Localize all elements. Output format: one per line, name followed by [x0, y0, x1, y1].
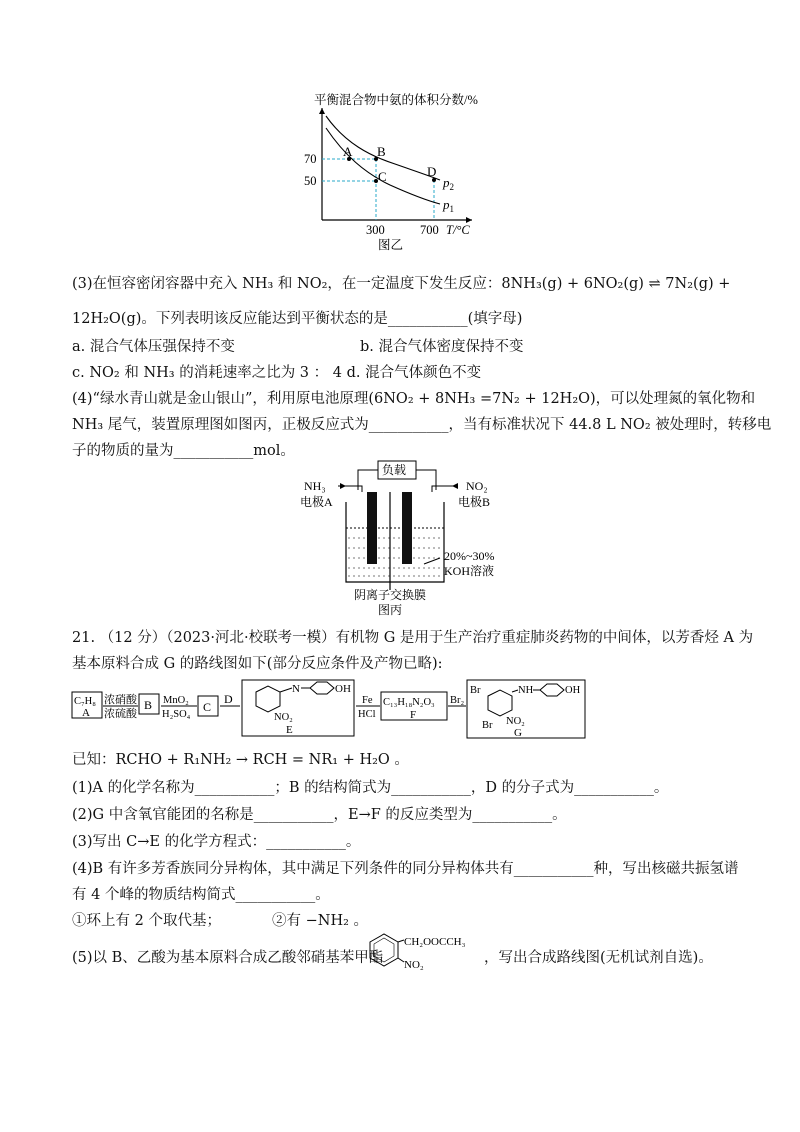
condition-2: ②有 −NH₂ 。 [272, 913, 369, 929]
label-p2: $p_2$ [443, 175, 454, 192]
nh3-arrow [340, 483, 346, 489]
tick-300: 300 [366, 223, 385, 237]
sub-q4-line2: 有 4 个峰的物质结构简式___________。 [72, 887, 330, 903]
g-oh: OH [565, 685, 581, 696]
synthesis-scheme [70, 678, 710, 740]
electrode-a [367, 492, 377, 564]
e-benzene [256, 686, 280, 712]
f-formula: C₁₃H₁₈N₂O₃ [383, 697, 435, 708]
g-benzene [488, 690, 512, 716]
q3-option-c-d: c. NO₂ 和 NH₃ 的消耗速率之比为 3 ： 4 d. 混合气体颜色不变 [72, 365, 482, 381]
known-reaction: 已知：RCHO + R₁NH₂ → RCH = NR₁ + H₂O 。 [72, 752, 409, 768]
sub-q5-pre: (5)以 B、乙酸为基本原料合成乙酸邻硝基苯甲酯 [72, 950, 384, 966]
x-unit: T/°C [446, 223, 470, 237]
equilibrium-graph [300, 88, 510, 258]
graph-caption: 图乙 [378, 238, 404, 252]
reagent3-top: Fe [362, 695, 373, 706]
tick-70: 70 [304, 152, 317, 166]
cell-caption: 图丙 [378, 603, 403, 617]
conc-pointer [424, 558, 440, 564]
wire [358, 470, 378, 490]
q4-line1: (4)“绿水青山就是金山银山”，利用原电池原理(6NO₂ + 8NH₃ =7N₂ + 12H₂O)，可以处理氮的氧化物和 [72, 391, 756, 407]
q4-line2: NH₃ 尾气，装置原理图如图丙，正极反应式为___________，当有标准状况下 44.8 L NO₂ 被处理时，转移电 [72, 417, 772, 433]
ester-structure [364, 930, 482, 974]
reagent1-bot: 浓硫酸 [104, 708, 137, 720]
e-cyclohexane [310, 682, 334, 694]
e-oh: OH [335, 683, 351, 695]
e-label: E [286, 724, 293, 736]
reagent3-bot: HCl [358, 709, 376, 720]
electrode-b-label: 电极B [458, 495, 491, 509]
no2-label: NO₂ [466, 479, 488, 493]
nh3-label: NH₃ [304, 479, 326, 493]
g-cyclohexane [540, 684, 564, 696]
ester-group: CH₂OOCCH₃ [404, 936, 466, 948]
q3-option-b: b. 混合气体密度保持不变 [360, 339, 524, 355]
ester-no2: NO₂ [404, 959, 424, 971]
q3-line1: (3)在恒容密闭容器中充入 NH₃ 和 NO₂，在一定温度下发生反应：8NH₃(g) + 6NO₂(g) ⇌ 7N₂(g) + [72, 276, 731, 292]
conc-label: 20%~30% [444, 549, 495, 563]
electrode-a-label: 电极A [300, 495, 333, 509]
battery-diagram [296, 458, 526, 618]
g-br1: Br [470, 685, 481, 696]
e-n: N [292, 683, 300, 695]
g-no2: NO₂ [506, 716, 525, 727]
reagent4: Br₂ [450, 695, 465, 706]
koh-label: KOH溶液 [444, 564, 494, 578]
y-axis-arrow [319, 108, 325, 114]
reagent1-top: 浓硝酸 [104, 694, 137, 706]
tick-50: 50 [304, 174, 317, 188]
a-formula: C₇H₈ [74, 696, 96, 707]
sub-q2: (2)G 中含氧官能团的名称是___________，E→F 的反应类型为___________。 [72, 807, 567, 823]
a-label: A [82, 707, 90, 719]
g-br2: Br [482, 720, 493, 731]
curve-p1 [326, 128, 440, 204]
membrane-label: 阴离子交换膜 [354, 588, 427, 602]
label-p1: $p_1$ [443, 197, 454, 214]
q21-line2: 基本原料合成 G 的路线图如下(部分反应条件及产物已略): [72, 656, 443, 672]
label-d: D [427, 164, 437, 179]
sub-q3: (3)写出 C→E 的化学方程式：___________。 [72, 834, 361, 850]
d-label: D [224, 692, 233, 706]
b-label: B [144, 698, 153, 712]
graph-ylabel: 平衡混合物中氨的体积分数/% [314, 93, 478, 107]
reagent2-top: MnO₂ [163, 695, 189, 706]
condition-1: ①环上有 2 个取代基； [72, 913, 221, 929]
no2-arrow [452, 483, 458, 489]
tick-700: 700 [420, 223, 439, 237]
label-b: B [377, 144, 386, 159]
g-nh: NH [518, 685, 534, 696]
g-label: G [514, 727, 522, 739]
sub-q5-post: ，写出合成路线图(无机试剂自选)。 [484, 950, 713, 966]
label-c: C [378, 169, 387, 184]
sub-q4-line1: (4)B 有许多芳香族同分异构体，其中满足下列条件的同分异构体共有___________种，写出核磁共振氢谱 [72, 861, 739, 877]
q3-line2: 12H₂O(g)。下列表明该反应能达到平衡状态的是___________(填字母) [72, 311, 523, 327]
load-label: 负载 [382, 463, 407, 477]
reagent2-bot: H₂SO₄ [162, 709, 191, 720]
vessel [346, 502, 444, 582]
e-no2: NO₂ [274, 712, 293, 723]
q3-option-a: a. 混合气体压强保持不变 [72, 339, 235, 355]
q21-line1: 21. （12 分）（2023·河北·校联考一模）有机物 G 是用于生产治疗重症肺炎药物的中间体，以芳香烃 A 为 [72, 630, 754, 646]
sub-q1: (1)A 的化学名称为___________；B 的结构简式为___________，D 的分子式为___________。 [72, 780, 669, 796]
c-label: C [203, 700, 212, 714]
q4-line3: 子的物质的量为___________mol。 [72, 443, 295, 459]
f-label: F [410, 709, 417, 721]
electrode-b [402, 492, 412, 564]
label-a: A [343, 144, 353, 159]
wire-right [416, 470, 436, 490]
